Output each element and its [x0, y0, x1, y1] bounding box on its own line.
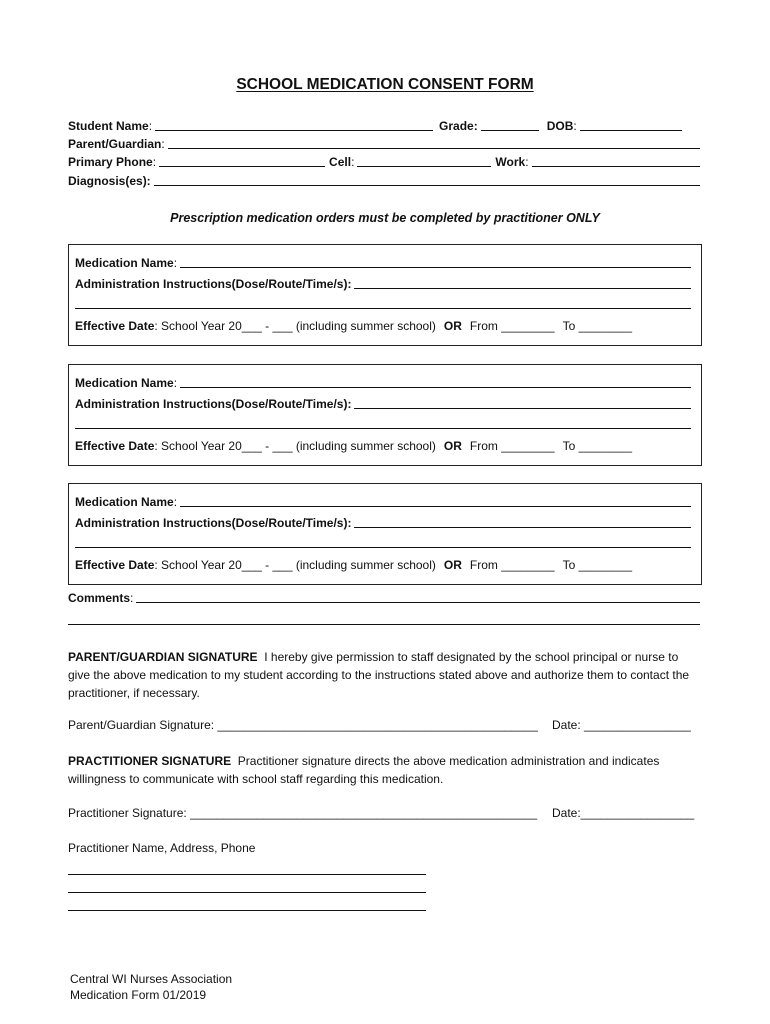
from-date-text: From ________ [469, 558, 555, 572]
student-info-row: Student Name : Grade: DOB : [68, 118, 700, 133]
admin-row [75, 276, 691, 291]
grade-field[interactable] [481, 118, 539, 131]
primary-phone-field[interactable] [159, 154, 325, 167]
practitioner-signature-heading: PRACTITIONER SIGNATURE [68, 754, 232, 768]
to-date-text: To ________ [562, 319, 633, 333]
practitioner-info-label: Practitioner Name, Address, Phone [68, 841, 256, 855]
practitioner-info-line-2[interactable] [68, 891, 426, 893]
medication-name-label: Medication Name [75, 256, 174, 270]
from-date-text: From ________ [469, 319, 555, 333]
medication-block-3 [68, 483, 702, 585]
phone-row: Primary Phone : Cell : Work : [68, 154, 700, 169]
cell-label: Cell [329, 155, 352, 169]
admin-row [75, 396, 691, 411]
parent-signature-heading: PARENT/GUARDIAN SIGNATURE [68, 650, 258, 664]
comments-label: Comments [68, 591, 131, 605]
medication-name-field[interactable] [180, 375, 691, 388]
parent-guardian-label: Parent/Guardian [68, 137, 162, 151]
effective-date-label: Effective Date [75, 319, 155, 333]
dob-label: DOB [546, 119, 574, 133]
admin-instructions-field-2[interactable] [75, 296, 691, 309]
effective-date-row: Effective Date : School Year 20___ - ___ (including summer school) OR From ________ To ________ [75, 558, 633, 572]
primary-phone-label: Primary Phone [68, 155, 153, 169]
form-title: SCHOOL MEDICATION CONSENT FORM [236, 76, 534, 93]
admin-instructions-field-2[interactable] [75, 535, 691, 548]
admin-instructions-label: Administration Instructions(Dose/Route/Time/s): [75, 516, 352, 530]
footer-form-version: Medication Form 01/2019 [70, 988, 207, 1002]
diagnosis-label: Diagnosis(es): [68, 174, 151, 188]
diagnosis-field[interactable] [154, 173, 700, 186]
comments-row-2 [68, 612, 700, 627]
medication-name-field[interactable] [180, 494, 691, 507]
school-year-text: School Year 20___ - ___ (including summer school) [161, 319, 436, 333]
admin-instructions-label: Administration Instructions(Dose/Route/Time/s): [75, 397, 352, 411]
to-date-text: To ________ [562, 558, 633, 572]
effective-date-row: Effective Date : School Year 20___ - ___ (including summer school) OR From ________ To ________ [75, 319, 633, 333]
practitioner-info-line-1[interactable] [68, 873, 426, 875]
work-field[interactable] [532, 154, 700, 167]
dob-field[interactable] [580, 118, 682, 131]
parent-consent-text: I hereby give permission to staff designated by the school principal or nurse to give the above medication to my student according to the instructions stated above and authorize them to contact the practitioner, if necessary. [68, 650, 690, 700]
effective-date-row: Effective Date : School Year 20___ - ___ (including summer school) OR From ________ To ________ [75, 439, 633, 453]
comments-field[interactable] [136, 590, 700, 603]
or-text: OR [443, 558, 462, 572]
medication-name-row: Medication Name : [75, 375, 691, 390]
cell-field[interactable] [357, 154, 491, 167]
medication-name-label: Medication Name [75, 495, 174, 509]
practitioner-paragraph [68, 752, 700, 788]
comments-field-2[interactable] [68, 612, 700, 625]
parent-signature-date[interactable]: Date: ________________ [552, 718, 691, 732]
footer [70, 971, 232, 1003]
school-year-text: School Year 20___ - ___ (including summer school) [161, 558, 436, 572]
diagnosis-row [68, 173, 700, 188]
practitioner-signature-line[interactable]: Practitioner Signature: ____________________________________________________ [68, 806, 538, 820]
practitioner-text: Practitioner signature directs the above medication administration and indicates willingness to communicate with school staff regarding this medication. [68, 754, 660, 786]
effective-date-label: Effective Date [75, 558, 155, 572]
student-name-label: Student Name [68, 119, 149, 133]
practitioner-notice: Prescription medication orders must be completed by practitioner ONLY [170, 211, 600, 225]
parent-row: Parent/Guardian : [68, 136, 700, 151]
admin-instructions-field[interactable] [354, 276, 691, 289]
medication-name-row: Medication Name : [75, 494, 691, 509]
student-name-field[interactable] [155, 118, 433, 131]
medication-name-field[interactable] [180, 255, 691, 268]
admin-instructions-field[interactable] [354, 515, 691, 528]
or-text: OR [443, 319, 462, 333]
or-text: OR [443, 439, 462, 453]
medication-name-label: Medication Name [75, 376, 174, 390]
admin-instructions-field-2[interactable] [75, 416, 691, 429]
practitioner-signature-date[interactable]: Date:_________________ [552, 806, 695, 820]
admin-row [75, 515, 691, 530]
admin-row-2 [75, 535, 691, 550]
comments-row: Comments : [68, 590, 700, 605]
parent-guardian-field[interactable] [168, 136, 700, 149]
grade-label: Grade: [439, 119, 478, 133]
parent-signature-line[interactable]: Parent/Guardian Signature: ________________________________________________ [68, 718, 538, 732]
medication-name-row: Medication Name : [75, 255, 691, 270]
to-date-text: To ________ [562, 439, 633, 453]
from-date-text: From ________ [469, 439, 555, 453]
footer-org: Central WI Nurses Association [70, 972, 233, 986]
admin-instructions-label: Administration Instructions(Dose/Route/Time/s): [75, 277, 352, 291]
school-year-text: School Year 20___ - ___ (including summer school) [161, 439, 436, 453]
effective-date-label: Effective Date [75, 439, 155, 453]
admin-instructions-field[interactable] [354, 396, 691, 409]
admin-row-2 [75, 296, 691, 311]
admin-row-2 [75, 416, 691, 431]
medication-block-1 [68, 244, 702, 346]
practitioner-info-line-3[interactable] [68, 909, 426, 911]
work-label: Work [495, 155, 526, 169]
medication-block-2 [68, 364, 702, 466]
parent-consent-paragraph [68, 648, 700, 702]
